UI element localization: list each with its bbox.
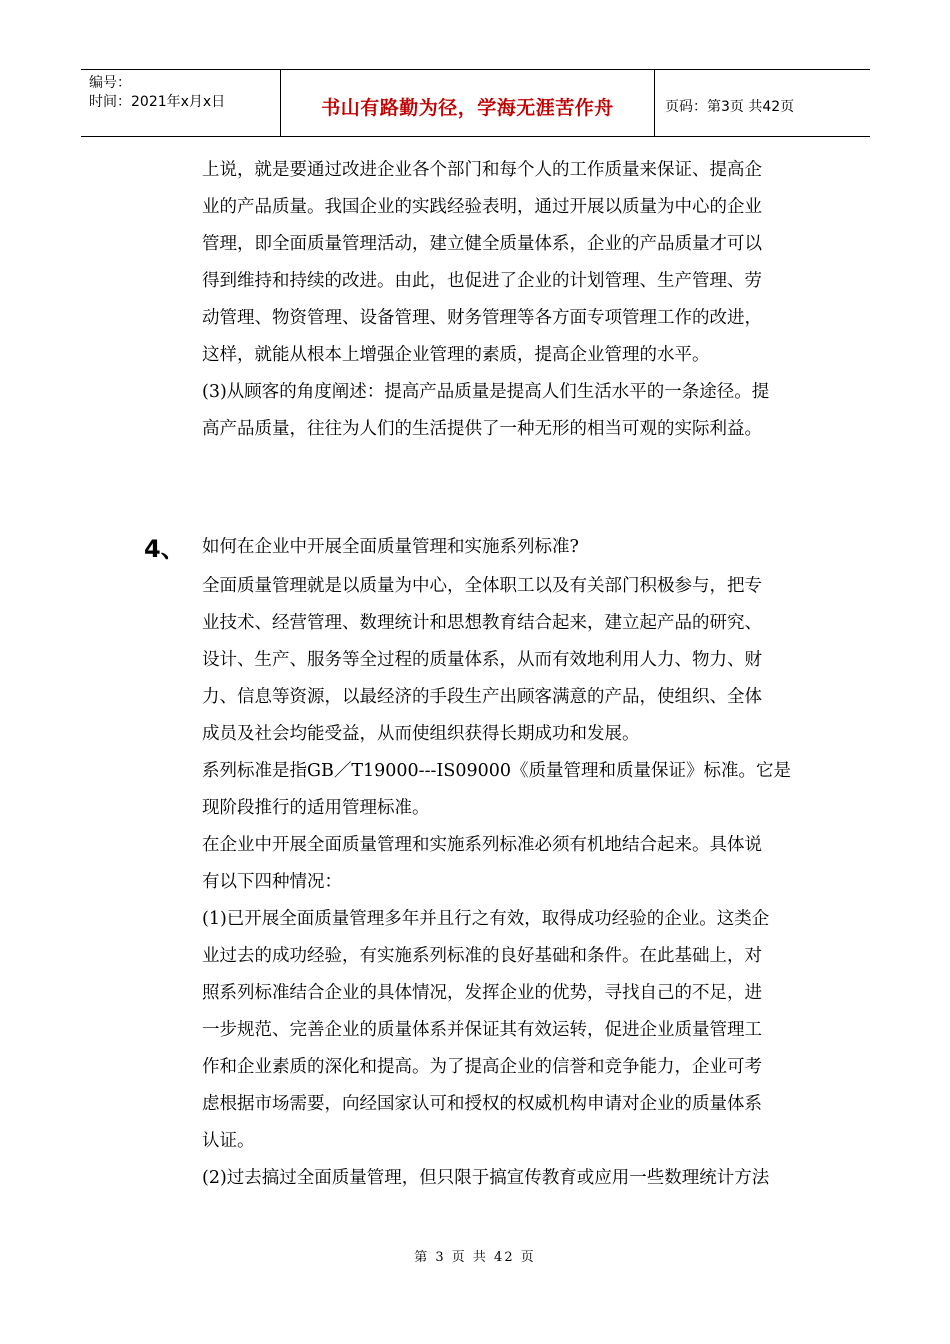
footer-page-number: 第 3 页 共 42 页 bbox=[414, 1250, 536, 1265]
header-motto: 书山有路勤为径，学海无涯苦作舟 bbox=[321, 96, 614, 119]
text-line: 高产品质量，往往为人们的生活提供了一种无形的相当可观的实际利益。 bbox=[202, 419, 762, 439]
tqm-definition-paragraph bbox=[202, 568, 812, 753]
point3-paragraph bbox=[202, 374, 812, 448]
text-line: 照系列标准结合企业的具体情况，发挥企业的优势，寻找自己的不足，进 bbox=[202, 983, 762, 1003]
document-number-label: 编号： bbox=[89, 75, 131, 91]
text-line: 业技术、经营管理、数理统计和思想教育结合起来，建立起产品的研究、 bbox=[202, 613, 762, 633]
text-line: 现阶段推行的适用管理标准。 bbox=[202, 798, 430, 818]
text-line: (3)从顾客的角度阐述：提高产品质量是提高人们生活水平的一条途径。提 bbox=[202, 382, 770, 402]
text-line: 业过去的成功经验，有实施系列标准的良好基础和条件。在此基础上，对 bbox=[202, 946, 762, 966]
header-page-info-cell bbox=[655, 70, 870, 136]
header-meta bbox=[81, 70, 281, 136]
header-motto-cell bbox=[281, 70, 655, 136]
section-number: 4、 bbox=[144, 535, 185, 563]
document-date: 时间：2021年x月x日 bbox=[89, 94, 226, 110]
text-line: 动管理、物资管理、设备管理、财务管理等各方面专项管理工作的改进， bbox=[202, 308, 762, 328]
text-line: (1)已开展全面质量管理多年并且行之有效，取得成功经验的企业。这类企 bbox=[202, 909, 770, 929]
text-line: 系列标准是指GB／T19000---IS09000《质量管理和质量保证》标准。它是 bbox=[202, 761, 791, 781]
text-line: 力、信息等资源，以最经济的手段生产出顾客满意的产品，使组织、全体 bbox=[202, 687, 762, 707]
page-footer bbox=[0, 1246, 950, 1265]
text-line: 成员及社会均能受益，从而使组织获得长期成功和发展。 bbox=[202, 724, 640, 744]
section-heading bbox=[144, 532, 812, 563]
section-title: 如何在企业中开展全面质量管理和实施系列标准? bbox=[202, 537, 579, 557]
text-line: 业的产品质量。我国企业的实践经验表明，通过开展以质量为中心的企业 bbox=[202, 197, 762, 217]
standard-definition-paragraph bbox=[202, 753, 812, 827]
text-line: 作和企业素质的深化和提高。为了提高企业的信誉和竞争能力，企业可考 bbox=[202, 1057, 762, 1077]
document-body bbox=[144, 152, 812, 1197]
text-line: 虑根据市场需要，向经国家认可和授权的权威机构申请对企业的质量体系 bbox=[202, 1094, 762, 1114]
text-line: 一步规范、完善企业的质量体系并保证其有效运转，促进企业质量管理工 bbox=[202, 1020, 762, 1040]
text-line: 上说，就是要通过改进企业各个部门和每个人的工作质量来保证、提高企 bbox=[202, 160, 762, 180]
case2-paragraph bbox=[202, 1160, 812, 1197]
combination-paragraph bbox=[202, 827, 812, 901]
page-header bbox=[81, 69, 870, 137]
text-line: 设计、生产、服务等全过程的质量体系，从而有效地利用人力、物力、财 bbox=[202, 650, 762, 670]
text-line: 在企业中开展全面质量管理和实施系列标准必须有机地结合起来。具体说 bbox=[202, 835, 762, 855]
text-line: (2)过去搞过全面质量管理，但只限于搞宣传教育或应用一些数理统计方法 bbox=[202, 1168, 770, 1188]
case1-paragraph bbox=[202, 901, 812, 1160]
text-line: 有以下四种情况： bbox=[202, 872, 342, 892]
text-line: 管理，即全面质量管理活动，建立健全质量体系，企业的产品质量才可以 bbox=[202, 234, 762, 254]
header-page-info: 页码：第3页 共42页 bbox=[665, 99, 795, 115]
text-line: 这样，就能从根本上增强企业管理的素质，提高企业管理的水平。 bbox=[202, 345, 710, 365]
text-line: 得到维持和持续的改进。由此，也促进了企业的计划管理、生产管理、劳 bbox=[202, 271, 762, 291]
text-line: 认证。 bbox=[202, 1131, 255, 1151]
intro-paragraph bbox=[202, 152, 812, 374]
text-line: 全面质量管理就是以质量为中心，全体职工以及有关部门积极参与，把专 bbox=[202, 576, 762, 596]
